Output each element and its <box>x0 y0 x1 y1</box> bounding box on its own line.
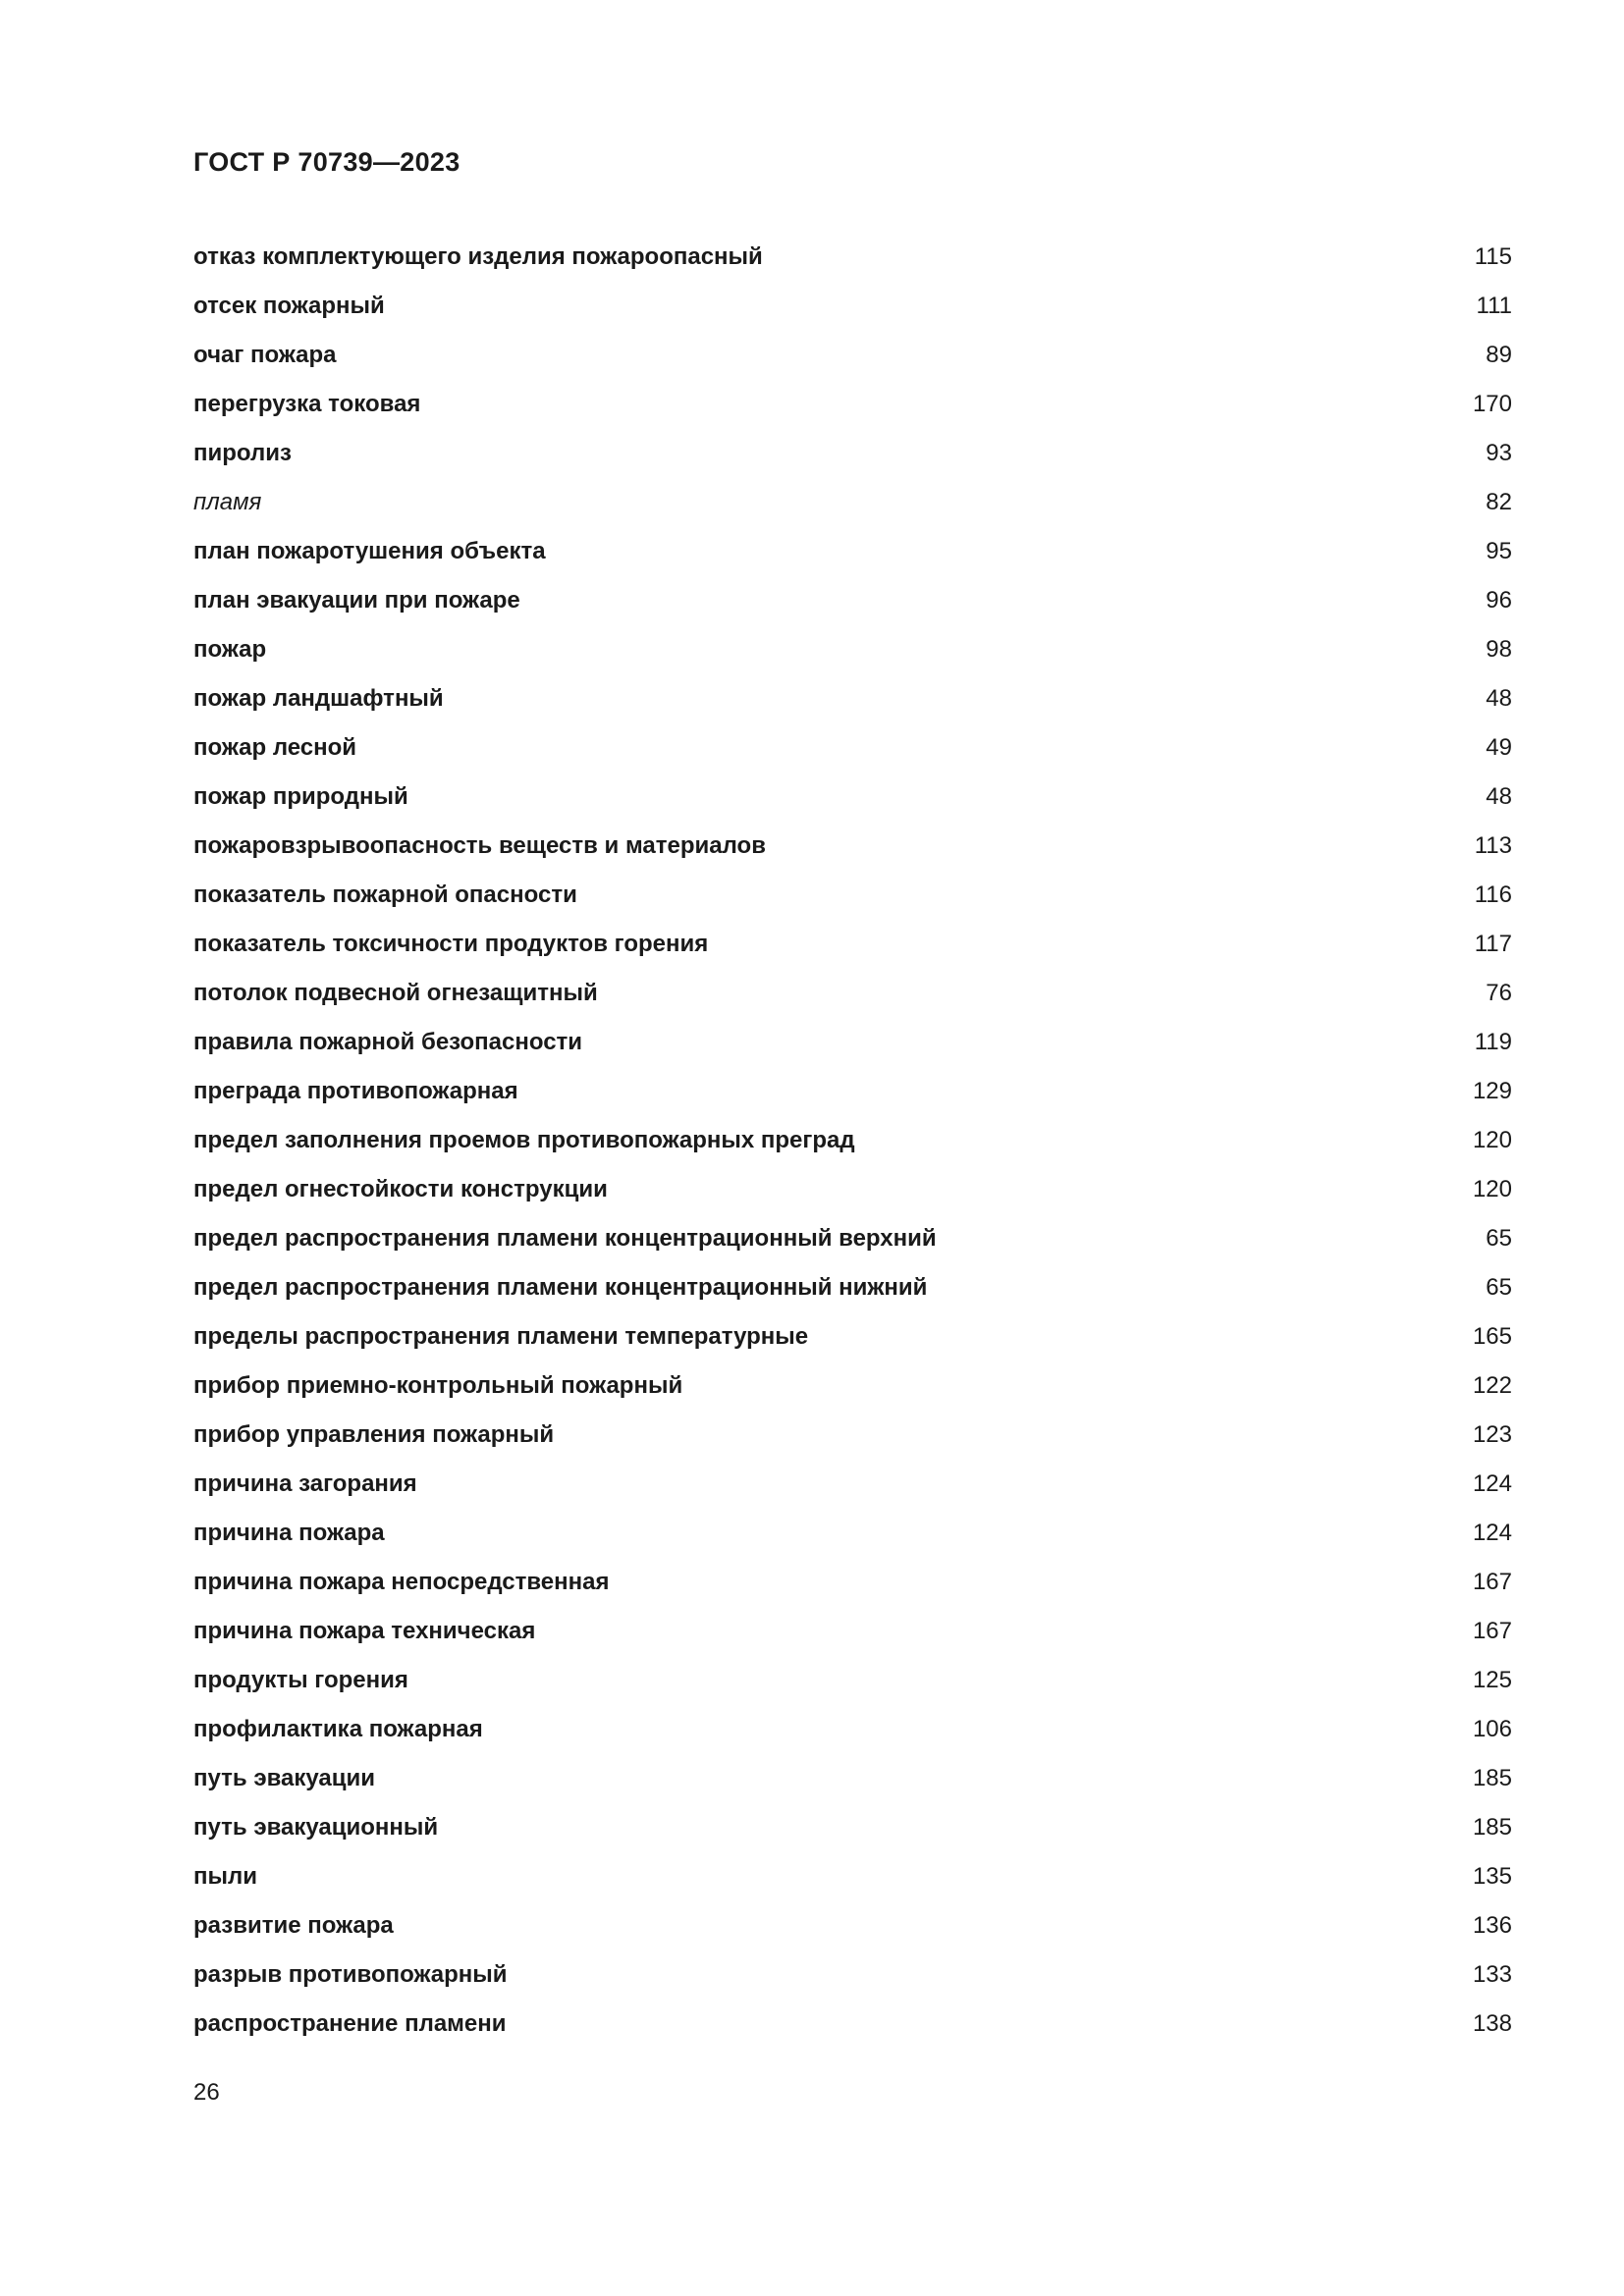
index-term: потолок подвесной огнезащитный <box>193 980 598 1006</box>
index-entry <box>193 331 1512 380</box>
index-entry <box>193 625 1512 674</box>
index-term: распространение пламени <box>193 2010 507 2037</box>
index-term: профилактика пожарная <box>193 1716 483 1742</box>
index-entry <box>193 1509 1512 1558</box>
index-page-ref: 96 <box>1486 587 1512 614</box>
index-entry <box>193 1263 1512 1312</box>
index-term: пожар <box>193 636 267 663</box>
index-page-ref: 120 <box>1472 1127 1512 1153</box>
index-term: пожар природный <box>193 783 408 810</box>
index-page-ref: 185 <box>1472 1765 1512 1791</box>
index-entry <box>193 576 1512 625</box>
index-entry <box>193 822 1512 871</box>
index-term: продукты горения <box>193 1667 408 1693</box>
index-term: пламя <box>193 489 262 515</box>
alphabetical-index <box>193 233 1512 2049</box>
index-entry <box>193 429 1512 478</box>
index-term: отсек пожарный <box>193 293 385 319</box>
index-page-ref: 82 <box>1486 489 1512 515</box>
index-entry <box>193 773 1512 822</box>
index-term: показатель пожарной опасности <box>193 881 577 908</box>
index-page-ref: 123 <box>1472 1421 1512 1448</box>
index-term: пожар ландшафтный <box>193 685 444 712</box>
index-page-ref: 124 <box>1472 1520 1512 1546</box>
index-entry <box>193 969 1512 1018</box>
index-entry <box>193 1214 1512 1263</box>
index-page-ref: 124 <box>1472 1470 1512 1497</box>
index-page-ref: 95 <box>1486 538 1512 564</box>
index-entry <box>193 1558 1512 1607</box>
index-page-ref: 120 <box>1472 1176 1512 1202</box>
index-entry <box>193 1312 1512 1362</box>
index-entry <box>193 2000 1512 2049</box>
index-entry <box>193 1754 1512 1803</box>
index-entry <box>193 1018 1512 1067</box>
index-page-ref: 119 <box>1474 1029 1512 1055</box>
index-page-ref: 136 <box>1472 1912 1512 1939</box>
index-term: отказ комплектующего изделия пожароопасный <box>193 243 763 270</box>
index-term: предел распространения пламени концентрационный нижний <box>193 1274 928 1301</box>
index-entry <box>193 478 1512 527</box>
index-page-ref: 170 <box>1472 391 1512 417</box>
index-term: перегрузка токовая <box>193 391 421 417</box>
index-page-ref: 167 <box>1472 1618 1512 1644</box>
index-page-ref: 113 <box>1474 832 1512 859</box>
index-entry <box>193 282 1512 331</box>
index-entry <box>193 1362 1512 1411</box>
index-entry <box>193 1705 1512 1754</box>
index-entry <box>193 233 1512 282</box>
index-page-ref: 65 <box>1486 1225 1512 1252</box>
index-term: преграда противопожарная <box>193 1078 518 1104</box>
index-page-ref: 111 <box>1476 293 1512 319</box>
index-term: причина пожара <box>193 1520 385 1546</box>
index-page-ref: 133 <box>1472 1961 1512 1988</box>
index-page-ref: 167 <box>1472 1569 1512 1595</box>
index-term: пыли <box>193 1863 257 1890</box>
index-term: пожар лесной <box>193 734 357 761</box>
index-entry <box>193 1116 1512 1165</box>
page-number: 26 <box>193 2079 220 2106</box>
index-entry <box>193 1852 1512 1901</box>
index-term: пожаровзрывоопасность веществ и материалов <box>193 832 766 859</box>
index-term: причина пожара техническая <box>193 1618 536 1644</box>
index-page-ref: 48 <box>1486 783 1512 810</box>
index-entry <box>193 674 1512 723</box>
index-page-ref: 122 <box>1472 1372 1512 1399</box>
index-entry <box>193 1411 1512 1460</box>
index-page-ref: 165 <box>1472 1323 1512 1350</box>
index-entry <box>193 527 1512 576</box>
index-entry <box>193 1460 1512 1509</box>
index-entry <box>193 1803 1512 1852</box>
index-page-ref: 93 <box>1486 440 1512 466</box>
index-term: путь эвакуации <box>193 1765 376 1791</box>
index-term: предел распространения пламени концентрационный верхний <box>193 1225 937 1252</box>
index-term: причина загорания <box>193 1470 417 1497</box>
document-header: ГОСТ Р 70739—2023 <box>193 147 460 177</box>
index-page-ref: 76 <box>1486 980 1512 1006</box>
index-term: прибор управления пожарный <box>193 1421 555 1448</box>
index-term: причина пожара непосредственная <box>193 1569 610 1595</box>
index-term: показатель токсичности продуктов горения <box>193 931 709 957</box>
index-term: пиролиз <box>193 440 292 466</box>
index-term: предел заполнения проемов противопожарных преград <box>193 1127 855 1153</box>
index-page-ref: 115 <box>1474 243 1512 270</box>
index-entry <box>193 380 1512 429</box>
index-term: план пожаротушения объекта <box>193 538 546 564</box>
index-page-ref: 138 <box>1472 2010 1512 2037</box>
index-entry <box>193 1067 1512 1116</box>
index-page-ref: 49 <box>1486 734 1512 761</box>
index-page-ref: 125 <box>1472 1667 1512 1693</box>
index-entry <box>193 1950 1512 2000</box>
index-term: правила пожарной безопасности <box>193 1029 583 1055</box>
index-page-ref: 106 <box>1472 1716 1512 1742</box>
index-entry <box>193 871 1512 920</box>
index-entry <box>193 1165 1512 1214</box>
index-page-ref: 98 <box>1486 636 1512 663</box>
index-page-ref: 116 <box>1474 881 1512 908</box>
index-page-ref: 65 <box>1486 1274 1512 1301</box>
index-term: предел огнестойкости конструкции <box>193 1176 608 1202</box>
index-page-ref: 135 <box>1472 1863 1512 1890</box>
index-entry <box>193 723 1512 773</box>
index-page-ref: 117 <box>1474 931 1512 957</box>
index-term: путь эвакуационный <box>193 1814 439 1841</box>
index-page-ref: 129 <box>1472 1078 1512 1104</box>
index-entry <box>193 1607 1512 1656</box>
index-term: план эвакуации при пожаре <box>193 587 520 614</box>
index-term: пределы распространения пламени температурные <box>193 1323 809 1350</box>
index-term: разрыв противопожарный <box>193 1961 508 1988</box>
index-page-ref: 185 <box>1472 1814 1512 1841</box>
index-page-ref: 48 <box>1486 685 1512 712</box>
index-page-ref: 89 <box>1486 342 1512 368</box>
index-term: очаг пожара <box>193 342 337 368</box>
index-entry <box>193 920 1512 969</box>
index-term: прибор приемно-контрольный пожарный <box>193 1372 683 1399</box>
index-entry <box>193 1656 1512 1705</box>
index-entry <box>193 1901 1512 1950</box>
index-term: развитие пожара <box>193 1912 394 1939</box>
